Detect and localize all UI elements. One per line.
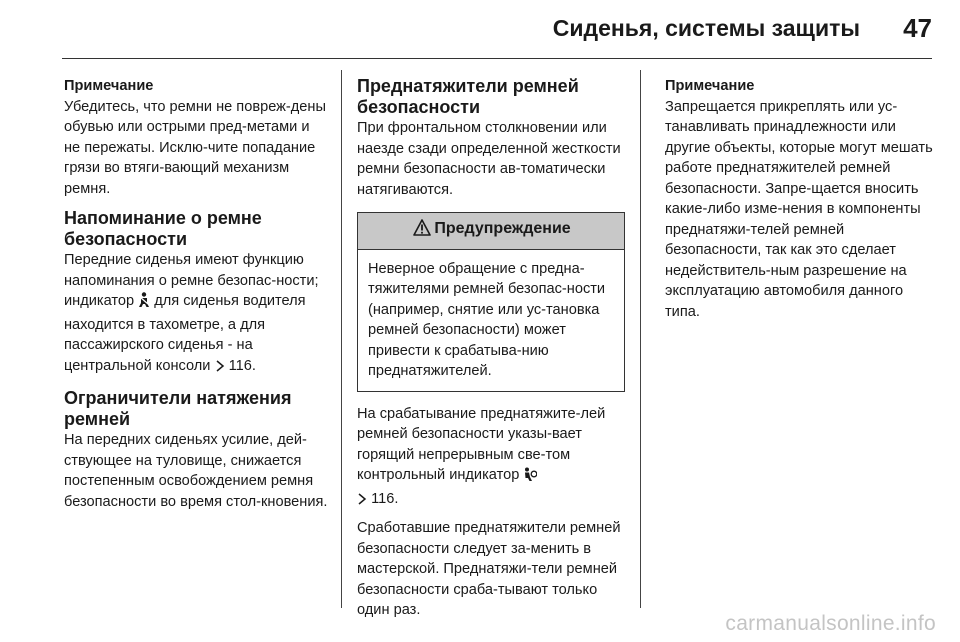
section-heading-pretensioners: Преднатяжители ремней безопасности — [357, 76, 579, 117]
note-text: Запрещается прикреплять или ус-танавливать принадлежности или другие объекты, которые могут мешать работе преднатяжителей ремней безопасности. Запре-щается вносить какие-либо изме-нения в компоненты преднатяжи-телей ремней безопасности, так как это сделает недействитель-ным разрешение на эксплуатацию автомобиля данного типа. — [665, 98, 933, 320]
column-divider-1 — [341, 70, 342, 608]
site-watermark: carmanualsonline.info — [725, 612, 936, 635]
seatbelt-reminder-text: Передние сиденья имеют функцию напоминания о ремне безопас-ности; индикатор для сиденья водителя находится в тахометре, а для пассажирского сиденья - на центральной консоли 116. — [64, 250, 328, 379]
note-heading: Примечание — [64, 78, 154, 94]
page-number: 47 — [903, 13, 932, 43]
section-heading-seatbelt-reminder: Напоминание о ремне безопасности — [64, 208, 262, 249]
warning-box — [357, 212, 625, 392]
warning-text: Неверное обращение с предна-тяжителями ремней безопас-ности (например, снятие или ус-тановка ремней безопасности) может привести к срабатыва-нию преднатяжителей. — [368, 260, 606, 379]
force-limiters-text: На передних сиденьях усилие, дей-ствующее на туловище, снижается постепенным освобождением ремня безопасности во время стол-кновения. — [64, 432, 328, 510]
column-1 — [64, 76, 328, 518]
page-reference-arrow-icon — [215, 359, 225, 380]
warning-triangle-icon — [413, 219, 431, 243]
seatbelt-reminder-icon — [138, 292, 150, 315]
note-text: Убедитесь, что ремни не повреж-дены обувью или острыми пред-метами и не пережаты. Исклю-чите попадание грязи во втяги-вающий механизм ремня. — [64, 98, 326, 197]
page-header — [0, 0, 960, 60]
warning-header — [358, 213, 624, 250]
column-3 — [665, 76, 937, 328]
pretensioner-replace-text: Сработавшие преднатяжители ремней безопасности следует за-менить в мастерской. Преднатяжи-тели ремней безопасности сраба-тывают только один раз. — [357, 520, 621, 618]
note-heading: Примечание — [665, 78, 755, 94]
pretensioner-trigger-text: На срабатывание преднатяжите-лей ремней безопасности указы-вает горящий непрерывным све-том контрольный индикатор 116. — [357, 404, 625, 513]
column-divider-2 — [640, 70, 641, 608]
pretensioners-intro: При фронтальном столкновении или наезде сзади определенной жесткости ремни безопасности ав-томатически натягиваются. — [357, 120, 621, 198]
page-reference-arrow-icon — [357, 492, 367, 513]
header-divider — [62, 58, 932, 59]
section-heading-force-limiters: Ограничители натяжения ремней — [64, 388, 292, 429]
page-title: Сиденья, системы защиты — [552, 15, 860, 41]
column-2 — [357, 76, 625, 627]
warning-title: Предупреждение — [434, 220, 571, 237]
airbag-indicator-icon — [523, 467, 537, 489]
